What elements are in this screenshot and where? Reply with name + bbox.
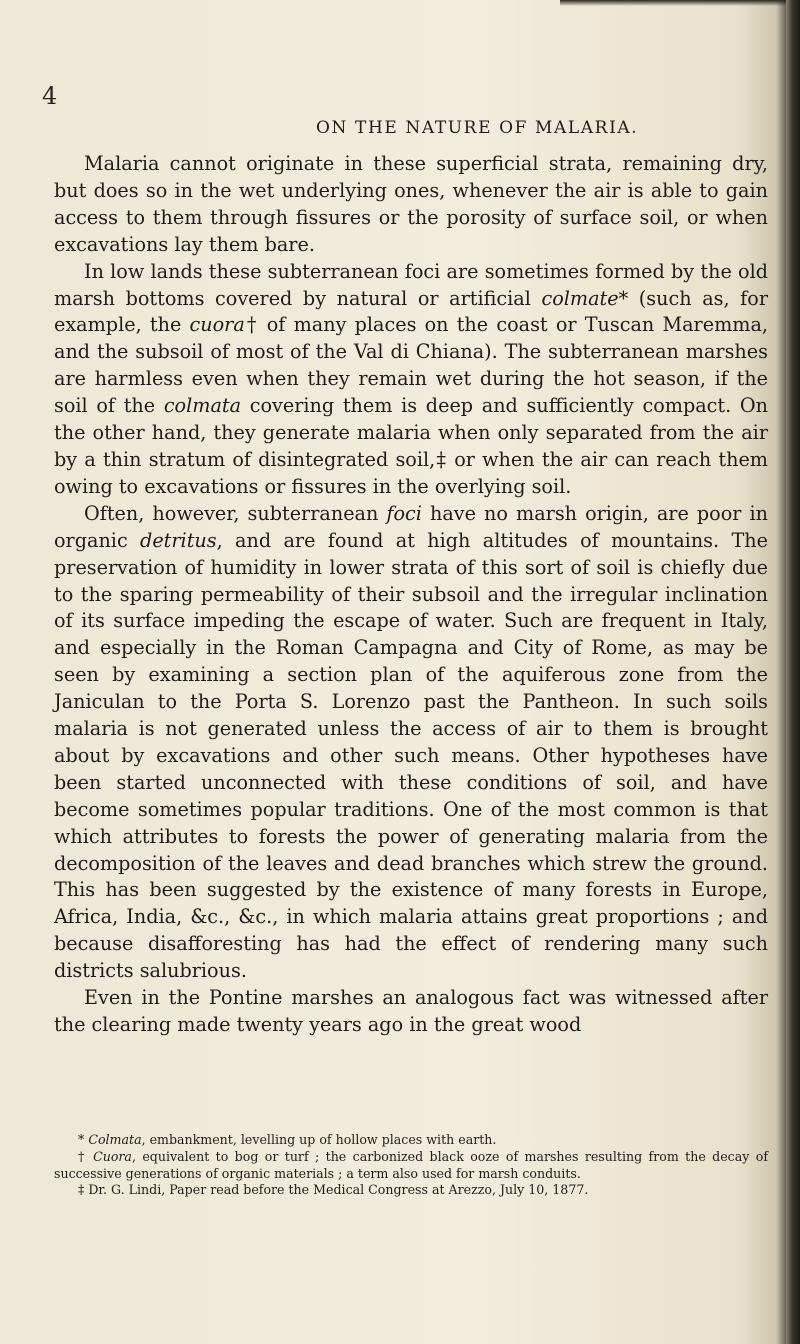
term-cuora: cuora [189,313,245,337]
paragraph: In low lands these subterranean foci are sometimes formed by the old marsh bottoms covered by natural or artificial colmate* (such as, for example, the cuora† of many places on the coast or Tuscan Maremma, and the subsoil of most of the Val di Chiana). The subterranean marshes are harmless even when they remain wet during the hot season, if the soil of the colmata covering them is deep and sufficiently compact. On the other hand, they generate malaria when only separated from the air by a thin stratum of disintegrated soil,‡ or when the air can reach them owing to excavations or fissures in the overlying soil. [54,259,769,498]
footnote: * Colmata, embankment, levelling up of hollow places with earth. [78,1132,497,1147]
term-detritus: detritus [140,528,217,552]
footnote-mark: * [618,286,629,310]
footnote-mark: ‡ [435,447,448,471]
footnote: ‡ Dr. G. Lindi, Paper read before the Medical Congress at Arezzo, July 10, 1877. [78,1182,589,1198]
page-gutter-shadow [786,0,800,1344]
running-title: ON THE NATURE OF MALARIA. [316,118,639,138]
term-colmata: colmata [163,394,242,418]
main-text [54,151,768,1039]
footnote-mark: † [244,313,259,337]
term-colmate: colmate [541,286,619,310]
paragraph: Even in the Pontine marshes an analogous fact was witnessed after the clearing made twenty years ago in the great wood [54,986,768,1036]
paragraph: Often, however, subterranean foci have no marsh origin, are poor in organic detritus, and are found at high altitudes of mountains. The preservation of humidity in lower strata of this sort of soil is chiefly due to the sparing permeability of their subsoil and the irregular inclination of its surface impeding the escape of water. Such are frequent in Italy, and especially in the Roman Campagna and City of Rome, as may be seen by examining a section plan of the aquiferous zone from the Janiculan to the Porta S. Lorenzo past the Pantheon. In such soils malaria is not generated unless the access of air to them is brought about by excavations and other such means. Other hypotheses have been started unconnected with these conditions of soil, and have become sometimes popular traditions. One of the most common is that which attributes to forests the power of generating malaria from the decomposition of the leaves and dead branches which strew the ground. This has been suggested by the existence of many forests in Europe, Africa, India, &c., &c., in which malaria attains great proportions ; and because disafforesting has had the effect of rendering many such districts salubrious. [54,501,768,983]
term-foci: foci [386,501,422,525]
footnote: † Cuora, equivalent to bog or turf ; the carbonized black ooze of marshes resulting from the decay of successive generations of organic materials ; a term also used for marsh conduits. [54,1148,768,1181]
paragraph: Malaria cannot originate in these superficial strata, remaining dry, but does so in the wet underlying ones, whenever the air is able to gain access to them through fissures or the porosity of surface soil, or when excavations lay them bare. [54,152,768,256]
page-top-shadow [560,0,800,6]
footnotes [54,1132,768,1199]
page-number: 4 [42,82,58,110]
